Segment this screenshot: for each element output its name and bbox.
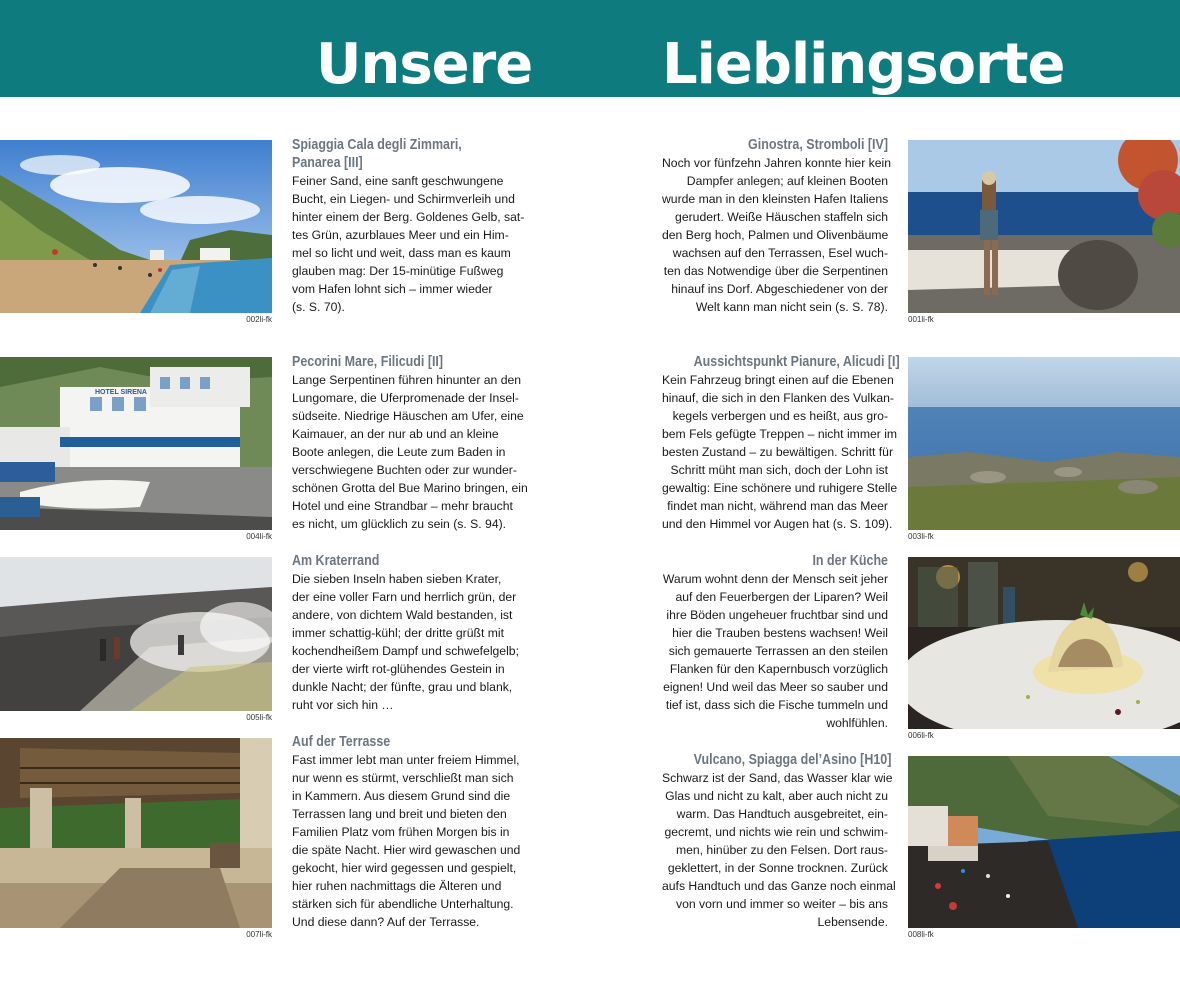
photo-code: 005li-fk (246, 713, 272, 722)
body-line: sich gemauerte Terrassen an den steilen (668, 644, 888, 658)
body-line: tes Grün, azurblaues Meer und ein Him- (292, 228, 509, 242)
body-line: kochendheißem Dampf und schwefelgelb; (292, 644, 519, 658)
entry-filicudi (292, 353, 528, 533)
entry-body (292, 751, 521, 931)
body-line: Terrassen lang und breit und bieten den (292, 807, 507, 821)
body-line: Kaimauer, an der nur ab und an kleine (292, 427, 499, 441)
body-line: Lange Serpentinen führen hinunter an den (292, 373, 522, 387)
photo-terrace (0, 738, 272, 928)
entry-title (292, 353, 486, 371)
entry-body (292, 371, 528, 533)
body-line: hier die Trauben bestens wachsen! Weil (672, 626, 888, 640)
body-line: (s. S. 70). (292, 300, 345, 314)
photo-crater-rim (0, 557, 272, 711)
title-line: Auf der Terrasse (292, 734, 391, 750)
body-line: südseite. Niedrige Häuschen am Ufer, eine (292, 409, 524, 423)
title-line: Ginostra, Stromboli [IV] (748, 137, 888, 153)
entry-title (292, 733, 486, 751)
title-line: Vulcano, Spiagga del’Asino [H10] (693, 752, 892, 768)
entry-title (292, 552, 486, 570)
body-line: hier ruhen nachmittags die Älteren und (292, 879, 502, 893)
body-line: mel so licht und weit, dass man es kaum (292, 246, 511, 260)
body-line: ruht vor sich hin … (292, 698, 394, 712)
body-line: Schritt müht man sich, doch der Lohn ist (670, 463, 888, 477)
body-line: hinter einem der Berg. Goldenes Gelb, sat- (292, 210, 525, 224)
body-line: kegels verbergen und es heißt, aus gro- (672, 409, 888, 423)
body-line: wachsen auf den Terrassen, Esel wuch- (672, 246, 888, 260)
body-line: stärken sich für abendliche Unterhaltung. (292, 897, 514, 911)
entry-body (662, 154, 891, 316)
body-line: gecremt, und nichts wie rein und schwim- (664, 825, 888, 839)
body-line: Welt kann man nicht sein (s. S. 78). (695, 300, 888, 314)
photo-panarea-beach (0, 140, 272, 313)
photo-code: 007li-fk (246, 930, 272, 939)
body-line: men, hinüber zu den Felsen. Dort raus- (675, 843, 888, 857)
entry-panarea (292, 136, 525, 316)
body-line: glauben mag: Der 15-minütige Fußweg (292, 264, 504, 278)
body-line: Glas und nicht zu kalt, aber auch nicht zu (665, 789, 888, 803)
body-line: Flanken für den Kapernbusch vorzüglich (669, 662, 888, 676)
body-line: gewaltig: Eine schönere und ruhigere Stelle (662, 481, 898, 495)
body-line: Feiner Sand, eine sanft geschwungene (292, 174, 504, 188)
body-line: in Kammern. Aus diesem Grund sind die (292, 789, 511, 803)
body-line: auf den Feuerbergen der Liparen? Weil (675, 590, 888, 604)
title-line: Aussichtspunkt Pianure, Alicudi [I] (693, 354, 900, 370)
body-line: besten Zustand – zu bewältigen. Schritt für (662, 445, 894, 459)
photo-sign-hotel: HOTEL SIRENA (95, 389, 147, 396)
photo-code: 002li-fk (246, 315, 272, 324)
photo-kueche (908, 557, 1180, 729)
body-line: Familien Platz vom frühen Morgen bis in (292, 825, 510, 839)
entry-pianure (662, 353, 900, 533)
entry-body (662, 570, 888, 732)
body-line: schönen Grotta del Bue Marino bringen, ein (292, 481, 528, 495)
photo-pianure (908, 357, 1180, 530)
body-line: Fast immer lebt man unter freiem Himmel, (292, 753, 520, 767)
photo-vulcano (908, 756, 1180, 928)
body-line: ihre Böden ungeheuer fruchtbar sind und (666, 608, 888, 622)
body-line: bem Fels gefügte Treppen – nicht immer im (662, 427, 898, 441)
body-line: aufs Handtuch und das Ganze noch einmal (662, 879, 896, 893)
photo-ginostra (908, 140, 1180, 313)
entry-title (693, 751, 892, 769)
body-line: verschwiegene Buchten oder zur wunder- (292, 463, 517, 477)
body-line: Schwarz ist der Sand, das Wasser klar wie (662, 771, 893, 785)
body-line: findet man nicht, während man das Meer (667, 499, 888, 513)
title-line: Panarea [III] (292, 155, 363, 171)
photo-code: 004li-fk (246, 532, 272, 541)
entry-title (694, 552, 888, 570)
body-line: der eine voller Farn und herrlich grün, der (292, 590, 517, 604)
body-line: andere, von dichtem Wald bestanden, ist (292, 608, 513, 622)
photo-code: 008li-fk (908, 930, 934, 939)
page-title-lieblingsorte: Lieblingsorte (662, 32, 1065, 97)
body-line: Die sieben Inseln haben sieben Krater, (292, 572, 502, 586)
body-line: nur wenn es stürmt, verschließt man sich (292, 771, 514, 785)
body-line: Noch vor fünfzehn Jahren konnte hier kein (662, 156, 891, 170)
body-line: geklettert, in der Sonne trocknen. Zurück (667, 861, 888, 875)
entry-body (662, 769, 896, 931)
body-line: von vorn und immer so weiter – bis ans (675, 897, 888, 911)
entry-title (694, 136, 888, 154)
body-line: vom Hafen lohnt sich – immer wieder (292, 282, 493, 296)
body-line: gerudert. Weiße Häuschen staffeln sich (675, 210, 888, 224)
entry-body (292, 172, 525, 316)
body-line: es nicht, um glücklich zu sein (s. S. 94). (292, 517, 507, 531)
body-line: wurde man in den kleinsten Hafen Italiens (662, 192, 889, 206)
body-line: warm. Das Handtuch ausgebreitet, ein- (676, 807, 888, 821)
body-line: eignen! Und weil das Meer so sauber und (663, 680, 888, 694)
body-line: immer schattig-kühl; der dritte grüßt mit (292, 626, 504, 640)
photo-code: 006li-fk (908, 731, 934, 740)
entry-body (662, 371, 898, 533)
body-line: Und diese dann? Auf der Terrasse. (292, 915, 480, 929)
body-line: und den Himmel vor Augen hat (s. S. 109). (662, 517, 893, 531)
photo-filicudi-harbour (0, 357, 272, 530)
entry-body (292, 570, 518, 714)
body-line: hinauf, die sich in den Flanken des Vulkan- (662, 391, 894, 405)
body-line: hinauf ins Dorf. Abgeschiedener von der (671, 282, 888, 296)
photo-code: 003li-fk (908, 532, 934, 541)
body-line: Warum wohnt denn der Mensch seit jeher (662, 572, 888, 586)
body-line: Bucht, ein Liegen- und Schirmverleih und (292, 192, 515, 206)
body-line: tief ist, dass sich die Fische tummeln und (665, 698, 888, 712)
body-line: Lungomare, die Uferpromenade der Insel- (292, 391, 519, 405)
body-line: Boote anlegen, die Leute zum Baden in (292, 445, 506, 459)
entry-title (693, 353, 900, 371)
body-line: dunkle Nacht; der fünfte, grau und blank, (292, 680, 513, 694)
body-line: Kein Fahrzeug bringt einen auf die Ebenen (662, 373, 894, 387)
body-line: Lebensende. (817, 915, 888, 929)
entry-kraterrand (292, 552, 518, 714)
body-line: die späte Nacht. Hier wird gewaschen und (292, 843, 521, 857)
body-line: Hotel und eine Strandbar – mehr braucht (292, 499, 513, 513)
body-line: den Berg hoch, Palmen und Olivenbäume (662, 228, 889, 242)
title-line: Pecorini Mare, Filicudi [II] (292, 354, 444, 370)
title-line: Spiaggia Cala degli Zimmari, (292, 137, 462, 153)
title-line: In der Küche (812, 553, 888, 569)
body-line: wohlfühlen. (826, 716, 888, 730)
body-line: gekocht, hier wird gegessen und gespielt, (292, 861, 517, 875)
entry-ginostra (662, 136, 891, 316)
body-line: der vierte wirft rot-glühendes Gestein in (292, 662, 505, 676)
page-title-unsere: Unsere (316, 32, 533, 97)
photo-code: 001li-fk (908, 315, 934, 324)
body-line: Dampfer anlegen; auf kleinen Booten (686, 174, 888, 188)
body-line: ten das Notwendige über die Serpentinen (663, 264, 888, 278)
entry-title (292, 136, 486, 172)
entry-vulcano (662, 751, 896, 931)
entry-terrasse (292, 733, 521, 931)
entry-kueche (662, 552, 888, 732)
title-line: Am Kraterrand (292, 553, 380, 569)
